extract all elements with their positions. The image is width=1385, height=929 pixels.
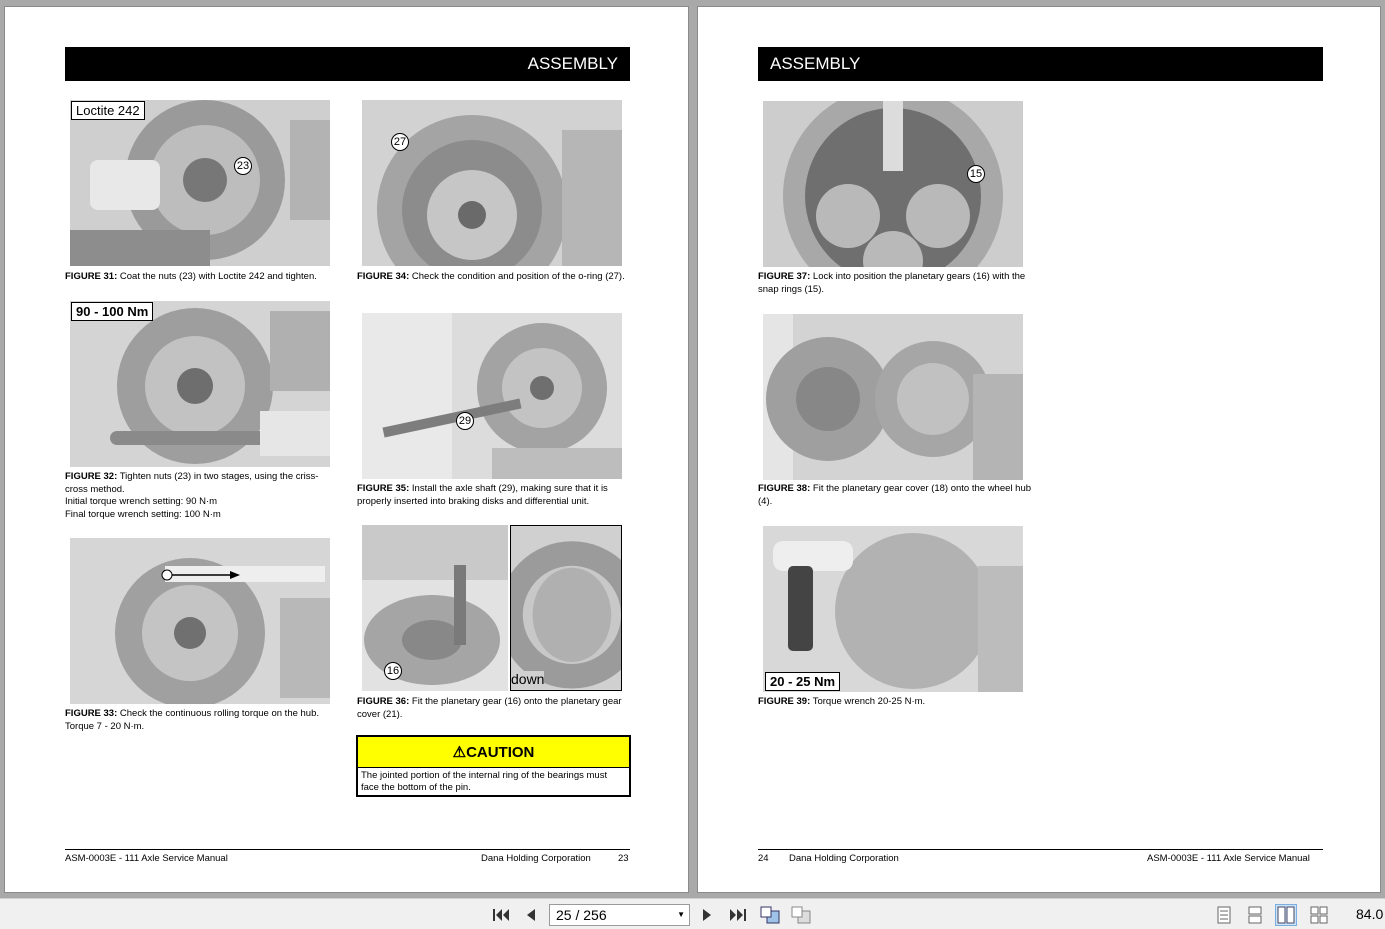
figure-36-image (362, 525, 508, 691)
single-page-view-icon[interactable] (1213, 904, 1235, 926)
last-page-icon[interactable] (727, 904, 749, 926)
footer-company: Dana Holding Corporation (481, 853, 591, 864)
figure-34-label: FIGURE 34: (357, 271, 410, 282)
figure-38-label: FIGURE 38: (758, 483, 811, 494)
figure-32-tag: 90 - 100 Nm (71, 302, 153, 321)
viewer-toolbar (0, 898, 1385, 929)
figure-34-caption (357, 271, 632, 284)
footer-rule (758, 849, 1323, 850)
figure-39-text: Torque wrench 20-25 N·m. (812, 696, 926, 707)
figure-37-callout: 15 (967, 165, 985, 183)
footer-doc-title: ASM-0003E - 111 Axle Service Manual (65, 853, 228, 864)
figure-36-callout: 16 (384, 662, 402, 680)
figure-33-text: Check the continuous rolling torque on the hub. (119, 708, 320, 719)
figure-36-inset-label: down (511, 671, 545, 687)
figure-32-line3: Final torque wrench setting: 100 N·m (65, 508, 221, 520)
figure-35-caption (357, 483, 632, 508)
figure-33-label: FIGURE 33: (65, 708, 118, 719)
figure-39-caption (758, 696, 1033, 709)
figure-35-image (362, 313, 622, 479)
caution-header (358, 737, 629, 768)
figure-31-caption (65, 271, 340, 284)
figure-33-caption (65, 708, 340, 733)
figure-32-label: FIGURE 32: (65, 471, 118, 482)
figure-39-tag: 20 - 25 Nm (765, 672, 840, 691)
footer-company: Dana Holding Corporation (789, 853, 899, 864)
figure-34-image (362, 100, 622, 266)
figure-31-callout: 23 (234, 157, 252, 175)
figure-37-text: Lock into position the planetary gears (16) with the snap rings (15). (758, 271, 1026, 295)
figure-35-text: Install the axle shaft (29), making sure that it is properly inserted into braking disks and differential unit. (357, 483, 608, 507)
figure-31-label: FIGURE 31: (65, 271, 118, 282)
figure-38-caption (758, 483, 1033, 508)
figure-31-image (70, 100, 330, 266)
figure-36-caption (357, 696, 632, 721)
figure-38-text: Fit the planetary gear cover (18) onto the wheel hub (4). (758, 483, 1032, 507)
page-indicator: 25 / 256 (556, 907, 607, 923)
page-number-input[interactable] (549, 904, 690, 926)
figure-36-inset-image (510, 525, 622, 691)
figure-39-image (763, 526, 1023, 692)
footer-page-number: 24 (758, 853, 769, 864)
two-page-continuous-view-icon[interactable] (1308, 904, 1330, 926)
figure-32-caption (65, 471, 340, 521)
section-header: ASSEMBLY (65, 47, 630, 81)
section-header: ASSEMBLY (758, 47, 1323, 81)
figure-31-text: Coat the nuts (23) with Loctite 242 and tighten. (119, 271, 317, 282)
figure-34-text: Check the condition and position of the o-ring (27). (411, 271, 625, 282)
first-page-icon[interactable] (490, 904, 512, 926)
figure-32-text: Tighten nuts (23) in two stages, using the criss-cross method. (65, 471, 319, 495)
caution-text: The jointed portion of the internal ring of the bearings must face the bottom of the pin. (361, 770, 608, 793)
zoom-level[interactable]: 84.0 (1356, 906, 1384, 922)
warning-triangle-icon: ⚠ (452, 744, 467, 761)
caution-box (356, 735, 631, 797)
caution-title: CAUTION (466, 744, 535, 761)
continuous-view-icon[interactable] (1244, 904, 1266, 926)
page-23 (4, 6, 689, 893)
page-24 (697, 6, 1381, 893)
figure-39-label: FIGURE 39: (758, 696, 811, 707)
figure-36-text: Fit the planetary gear (16) onto the planetary gear cover (21). (357, 696, 622, 720)
fit-icon[interactable] (790, 904, 812, 926)
figure-37-caption (758, 271, 1033, 296)
footer-rule (65, 849, 630, 850)
two-page-view-icon[interactable] (1275, 904, 1297, 926)
rotate-icon[interactable] (759, 904, 781, 926)
figure-34-callout: 27 (391, 133, 409, 151)
chevron-down-icon[interactable]: ▼ (677, 910, 685, 919)
prev-page-icon[interactable] (520, 904, 542, 926)
figure-37-image (763, 101, 1023, 267)
figure-37-label: FIGURE 37: (758, 271, 811, 282)
figure-38-image (763, 314, 1023, 480)
next-page-icon[interactable] (696, 904, 718, 926)
figure-32-line2: Initial torque wrench setting: 90 N·m (65, 496, 218, 507)
figure-31-tag: Loctite 242 (71, 101, 145, 120)
figure-33-line2: Torque 7 - 20 N·m. (65, 720, 145, 732)
figure-33-image (70, 538, 330, 704)
figure-32-image (70, 301, 330, 467)
footer-page-number: 23 (618, 853, 629, 864)
figure-36-label: FIGURE 36: (357, 696, 410, 707)
figure-35-callout: 29 (456, 412, 474, 430)
figure-35-label: FIGURE 35: (357, 483, 410, 494)
footer-doc-title: ASM-0003E - 111 Axle Service Manual (1147, 853, 1310, 864)
